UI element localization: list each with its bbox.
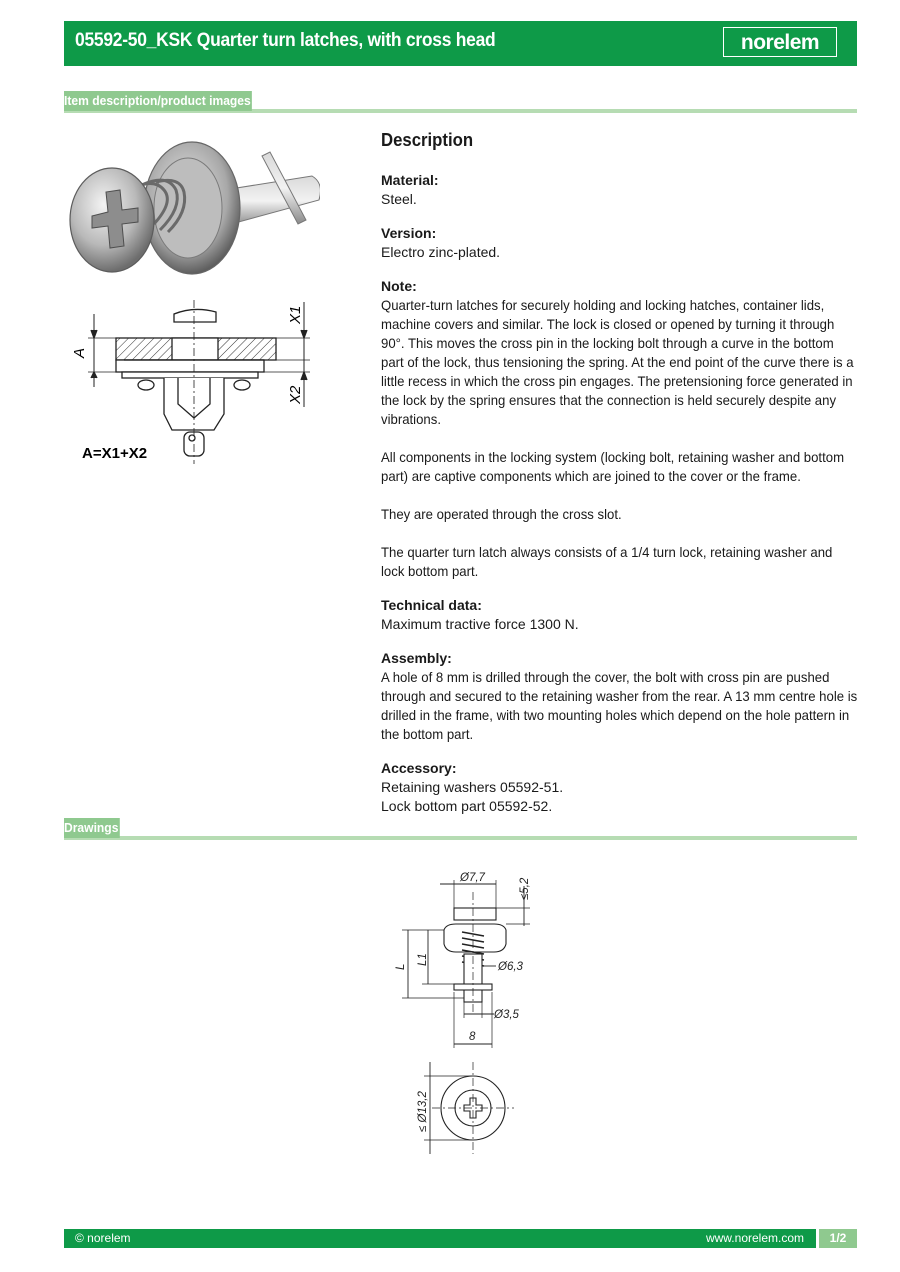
dimension-x2-label: X2 (287, 385, 304, 404)
operated-text: They are operated through the cross slot. (381, 506, 622, 522)
assembly-text: A hole of 8 mm is drilled through the cover, the bolt with cross pin are pushed through and secured to the retaining washer from the rear. A 13 mm centre hole is drilled in the frame, with two mounting holes which depend on the hole pattern in the bottom part. (381, 669, 858, 742)
assembly-title: Assembly: (381, 650, 452, 666)
accessory-line-1: Retaining washers 05592-51. (381, 779, 564, 795)
accessory-block (381, 759, 859, 816)
material-text: Steel. (381, 191, 417, 207)
technical-block (381, 596, 859, 634)
version-title: Version: (381, 225, 437, 241)
footer-bar (64, 1229, 816, 1248)
dim-height-5-2: ≤5,2 (519, 877, 531, 900)
footer-copyright: © norelem (75, 1231, 131, 1245)
dim-width-8: 8 (469, 1031, 476, 1043)
technical-text: Maximum tractive force 1300 N. (381, 616, 579, 632)
note-text: Quarter-turn latches for securely holding and locking hatches, container lids, machine covers and similar. The lock is closed or opened by turning it through 90°. This moves the cross pin in the locking bolt through a curve in the bottom part of the lock, thus tensioning the spring. At the end point of the curve there is a little recess in which the cross pin engages. The pretensioning force generated in the lock by the spring ensures that the connection is held securely despite any vibrations. (381, 297, 854, 427)
dimension-drawing-svg (384, 862, 540, 1158)
dim-diameter-6-3: Ø6,3 (498, 961, 523, 973)
page-footer (64, 1229, 857, 1248)
dim-diameter-7-7: Ø7,7 (460, 872, 485, 884)
product-photo (64, 128, 320, 290)
dim-diameter-3-5: Ø3,5 (494, 1009, 519, 1021)
description-panel (381, 128, 859, 831)
dim-diameter-13-2: ≤ Ø13,2 (417, 1091, 429, 1132)
material-block (381, 171, 859, 209)
dimension-formula: A=X1+X2 (82, 445, 148, 462)
components-text: All components in the locking system (locking bolt, retaining washer and bottom part) are captive components which are joined to the cover or the frame. (381, 449, 845, 484)
product-photo-illustration (64, 128, 320, 290)
note-title: Note: (381, 278, 417, 294)
version-block (381, 224, 859, 262)
description-heading: Description (381, 130, 474, 150)
norelem-logo (723, 27, 837, 57)
section-label: Drawings (64, 818, 119, 838)
section-item-description (64, 91, 857, 113)
section-rule (64, 836, 857, 840)
dimension-drawing (384, 862, 540, 1158)
version-text: Electro zinc-plated. (381, 244, 501, 260)
dim-length-l1: L1 (417, 953, 429, 966)
dimension-a-label: A (71, 347, 88, 358)
quarter-turn-text: The quarter turn latch always consists of a 1/4 turn lock, retaining washer and lock bottom part. (381, 544, 833, 579)
dimension-x1-label: X1 (287, 305, 304, 324)
section-label: Item description/product images (64, 91, 252, 111)
note-block (381, 277, 859, 581)
logo-text: norelem (740, 30, 820, 54)
accessory-line-2: Lock bottom part 05592-52. (381, 798, 553, 814)
accessory-title: Accessory: (381, 760, 457, 776)
page-number: 1/2 (819, 1229, 857, 1248)
technical-title: Technical data: (381, 597, 482, 613)
footer-url[interactable]: www.norelem.com (705, 1231, 804, 1245)
assembly-diagram (64, 292, 320, 472)
page-title: 05592-50_KSK Quarter turn latches, with cross head (75, 30, 496, 51)
material-title: Material: (381, 172, 439, 188)
assembly-diagram-drawing (64, 292, 320, 472)
section-drawings (64, 818, 857, 840)
assembly-block (381, 649, 859, 744)
dim-length-l: L (395, 963, 407, 970)
page-header (64, 21, 857, 66)
